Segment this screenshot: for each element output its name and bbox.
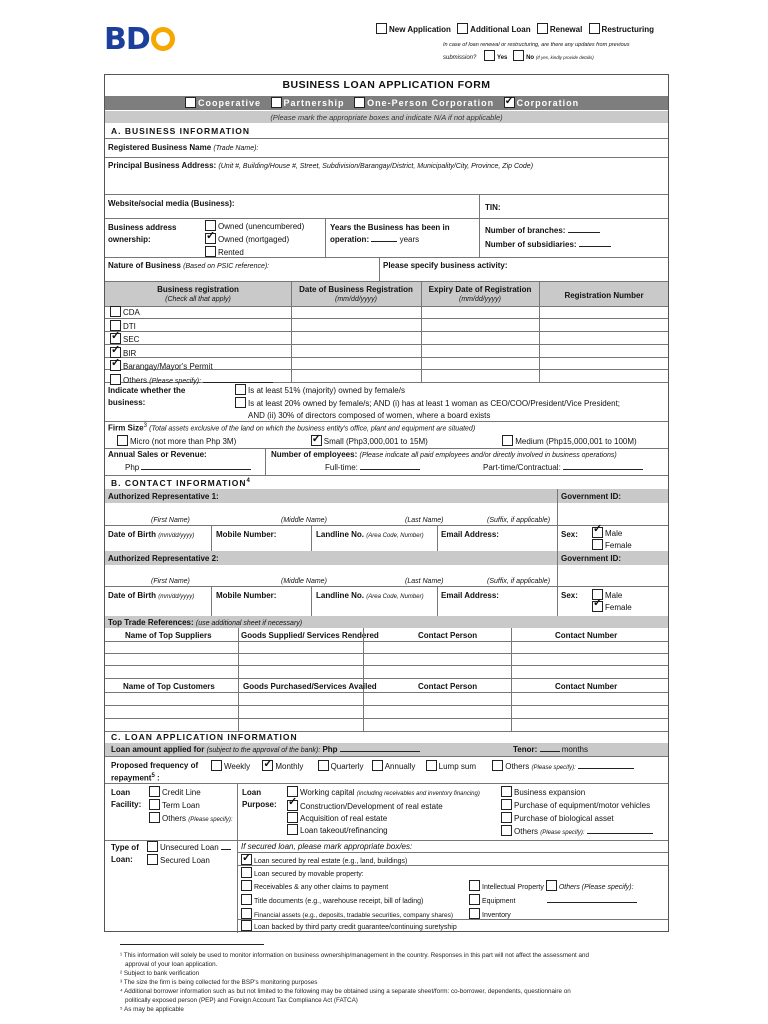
rep2-first: (First Name)	[151, 578, 190, 585]
loan-purpose-options: Working capital (including receivables and inventory financing) ✓Construction/Development of real estate Acquisition of real estate Loan takeout/refinancing	[287, 786, 480, 836]
female-owned-options: Is at least 51% (majority) owned by female/s Is at least 20% owned by female/s; AND (i) has at least 1 woman as CEO/COO/President/Vice President; AND (ii) 30% of directors composed of women, where a board exists	[235, 384, 620, 422]
cooperative-checkbox[interactable]	[185, 97, 196, 108]
financial-assets-checkbox[interactable]	[241, 908, 252, 919]
update-answer-row	[443, 50, 594, 61]
quarterly-checkbox[interactable]	[318, 760, 329, 771]
owned-mortgaged-checkbox[interactable]	[205, 233, 216, 244]
customers-col: Name of Top Customers	[123, 682, 215, 691]
business-activity-field[interactable]: Please specify business activity:	[383, 261, 508, 270]
trade-label: Top Trade References: (use additional sheet if necessary)	[108, 618, 303, 627]
rep2-label: Authorized Representative 2:	[108, 554, 219, 563]
update-note-2: submission?	[443, 55, 477, 61]
opc-checkbox[interactable]	[354, 97, 365, 108]
rep1-dob[interactable]: Date of Birth (mm/dd/yyyy)	[108, 530, 195, 539]
credit-line-checkbox[interactable]	[149, 786, 160, 797]
opc-label: One-Person Corporation	[367, 98, 495, 108]
equipment-checkbox[interactable]	[469, 894, 480, 905]
customer-contact-person-col: Contact Person	[418, 682, 478, 691]
partnership-label: Partnership	[283, 98, 345, 108]
website-field[interactable]: Website/social media (Business):	[108, 199, 235, 208]
female-owned-label: Indicate whether the business:	[108, 386, 186, 407]
female-majority-checkbox[interactable]	[235, 384, 246, 395]
loan-purpose-label: Loan Purpose:	[242, 788, 277, 809]
rep1-sex-label: Sex:	[561, 530, 578, 539]
cda-checkbox[interactable]	[110, 306, 121, 317]
medium-checkbox[interactable]	[502, 435, 513, 446]
secured-instruction: If secured loan, please mark appropriate box/es:	[241, 842, 413, 851]
monthly-checkbox[interactable]	[262, 760, 273, 771]
repayment-frequency-options: Weekly ✓ Monthly Quarterly Annually Lump sum Others (Please specify):	[211, 760, 634, 771]
takeout-checkbox[interactable]	[287, 824, 298, 835]
rep2-govid[interactable]: Government ID:	[561, 554, 622, 563]
movable-sub-options: Receivables & any other claims to payment Title documents (e.g., warehouse receipt, bill of lading) Financial assets (e.g., deposits, tradable securities, company shares)	[241, 880, 453, 922]
reg-item-others: Others (Please specify):	[110, 374, 273, 389]
footnote-2: ² Subject to bank verification	[120, 970, 200, 977]
expansion-checkbox[interactable]	[501, 786, 512, 797]
yes-label: Yes	[497, 55, 508, 61]
unsecured-checkbox[interactable]	[147, 841, 158, 852]
rep2-female-checkbox[interactable]	[592, 601, 603, 612]
repayment-frequency-label: Proposed frequency of repayment$^5$ :	[111, 761, 199, 783]
sec-checkbox[interactable]	[110, 333, 121, 344]
business-type-options	[185, 97, 579, 108]
annual-sales-field[interactable]: Php	[125, 463, 251, 472]
yes-checkbox[interactable]	[484, 50, 495, 61]
loan-facility-options: Credit Line Term Loan Others (Please specify):	[149, 786, 233, 826]
others-collateral-checkbox[interactable]	[546, 880, 557, 891]
construction-checkbox[interactable]	[287, 800, 298, 811]
partnership-checkbox[interactable]	[271, 97, 282, 108]
section-a-header: A. BUSINESS INFORMATION	[111, 126, 251, 136]
tin-field[interactable]: TIN:	[485, 203, 501, 212]
rep2-last: (Last Name)	[405, 578, 444, 585]
female-20pct-checkbox[interactable]	[235, 397, 246, 408]
rep2-dob[interactable]: Date of Birth (mm/dd/yyyy)	[108, 591, 195, 600]
employees-label: Number of employees: (Please indicate all paid employees and/or directly involved in business operations)	[271, 450, 617, 459]
others-purpose-checkbox[interactable]	[501, 825, 512, 836]
reg-item-cda: CDA	[110, 306, 273, 320]
micro-checkbox[interactable]	[117, 435, 128, 446]
goods-supplied-col: Goods Supplied/ Services Rendered	[241, 631, 379, 640]
reg-item-dti: DTI	[110, 320, 273, 334]
firm-size-label: Firm Size$^3$ (Total assets exclusive of the land on which the business entity's office, plant and equipment are situated)	[108, 423, 476, 433]
reg-col-date: Date of Business Registration (mm/dd/yyyy)	[299, 285, 413, 303]
section-b-header: B. CONTACT INFORMATION$^4$	[111, 478, 251, 488]
rep1-mobile[interactable]: Mobile Number:	[216, 530, 277, 539]
lump-sum-checkbox[interactable]	[426, 760, 437, 771]
inventory-checkbox[interactable]	[469, 908, 480, 919]
supplier-contact-number-col: Contact Number	[555, 631, 618, 640]
annually-checkbox[interactable]	[372, 760, 383, 771]
no-note: (If yes, kindly provide details)	[535, 55, 594, 60]
years-operation-field[interactable]: Years the Business has been in operation: years	[330, 223, 450, 244]
footnote-1b: approval of your loan application.	[125, 961, 218, 968]
loan-amount-field[interactable]: Loan amount applied for (subject to the approval of the bank): Php	[111, 745, 420, 754]
loan-application-form	[104, 74, 669, 932]
receivables-checkbox[interactable]	[241, 880, 252, 891]
footnote-5: ⁵ As may be applicable	[120, 1006, 184, 1013]
additional-loan-checkbox[interactable]	[457, 23, 468, 34]
cooperative-label: Cooperative	[198, 98, 262, 108]
goods-purchased-col: Goods Purchased/Services Availed	[243, 682, 377, 691]
rep2-sex-options: Male ✓Female	[592, 589, 632, 613]
renewal-checkbox[interactable]	[537, 23, 548, 34]
update-note: In case of loan renewal or restructuring, are there any updates from previous	[443, 42, 630, 48]
others-frequency-checkbox[interactable]	[492, 760, 503, 771]
footnote-rule	[120, 944, 264, 945]
biological-asset-checkbox[interactable]	[501, 812, 512, 823]
others-reg-checkbox[interactable]	[110, 374, 121, 385]
loan-type-label: Type of Loan:	[111, 843, 139, 864]
rep1-label: Authorized Representative 1:	[108, 492, 219, 501]
no-label: No	[526, 55, 535, 61]
weekly-checkbox[interactable]	[211, 760, 222, 771]
ip-checkbox[interactable]	[469, 880, 480, 891]
rep1-govid[interactable]: Government ID:	[561, 492, 622, 501]
real-estate-option: ✓Loan secured by real estate (e.g., land, buildings)	[241, 854, 407, 865]
corporation-label: Corporation	[516, 98, 580, 108]
rep1-female-checkbox[interactable]	[592, 539, 603, 550]
branches-subsidiaries[interactable]: Number of branches: Number of subsidiaries:	[485, 224, 611, 252]
footnote-3: ³ The size the firm is being collected for the BSP's monitoring purposes	[120, 979, 318, 986]
real-estate-checkbox[interactable]	[241, 854, 252, 865]
reg-col-number: Registration Number	[564, 291, 644, 300]
reg-col-expiry: Expiry Date of Registration (mm/dd/yyyy)	[428, 285, 532, 303]
restructuring-checkbox[interactable]	[589, 23, 600, 34]
footnote-4: ⁴ Additional borrower information such as but not limited to the following may be obtained using a separate sheet/form: co-borrower, dependents, questionnaire on	[120, 988, 571, 995]
customer-contact-number-col: Contact Number	[555, 682, 618, 691]
secured-checkbox[interactable]	[147, 854, 158, 865]
reg-col-type: Business registration (Check all that apply)	[157, 285, 239, 303]
form-title: BUSINESS LOAN APPLICATION FORM	[282, 79, 491, 91]
registered-name-field[interactable]: Registered Business Name (Trade Name):	[108, 143, 259, 152]
movable-option: Loan secured by movable property:	[241, 867, 364, 878]
reg-item-bir: ✓BIR	[110, 347, 273, 361]
address-ownership-options: Owned (unencumbered) ✓Owned (mortgaged) Rented	[205, 220, 304, 259]
small-checkbox[interactable]	[311, 435, 322, 446]
firm-size-options: Micro (not more than Php 3M) ✓ Small (Php3,000,001 to 15M) Medium (Php15,000,001 to 100M)	[117, 435, 637, 446]
rented-checkbox[interactable]	[205, 246, 216, 257]
address-ownership-label: Business address ownership:	[108, 223, 177, 244]
loan-facility-label: Loan Facility:	[111, 788, 142, 809]
equipment-purchase-checkbox[interactable]	[501, 799, 512, 810]
bdo-logo: BD	[104, 22, 175, 57]
types-note: (Please mark the appropriate boxes and indicate N/A if not applicable)	[270, 113, 503, 122]
bir-checkbox[interactable]	[110, 347, 121, 358]
new-application-label: New Application	[389, 25, 451, 34]
rep1-sex-options: ✓ Male Female	[592, 527, 632, 551]
rep2-middle: (Middle Name)	[281, 578, 327, 585]
renewal-label: Renewal	[549, 25, 583, 34]
dti-checkbox[interactable]	[110, 320, 121, 331]
title-docs-checkbox[interactable]	[241, 894, 252, 905]
rep1-male-checkbox[interactable]	[592, 527, 603, 538]
rep1-first: (First Name)	[151, 517, 190, 524]
loan-purpose-options-2: Business expansion Purchase of equipment/motor vehicles Purchase of biological asset Others (Please specify):	[501, 786, 653, 839]
rep2-mobile[interactable]: Mobile Number:	[216, 591, 277, 600]
corporation-checkbox[interactable]	[504, 97, 515, 108]
rep2-landline[interactable]: Landline No. (Area Code, Number)	[316, 591, 424, 600]
third-party-checkbox[interactable]	[241, 920, 252, 931]
restructuring-label: Restructuring	[601, 25, 654, 34]
movable-checkbox[interactable]	[241, 867, 252, 878]
no-checkbox[interactable]	[513, 50, 524, 61]
rep1-suffix: (Suffix, if applicable)	[487, 517, 551, 524]
movable-sub-options-2: Intellectual Property Others (Please specify): Equipment Inventory	[469, 880, 637, 922]
rep1-landline[interactable]: Landline No. (Area Code, Number)	[316, 530, 424, 539]
section-c-header: C. LOAN APPLICATION INFORMATION	[111, 732, 298, 742]
tenor-field[interactable]: Tenor: months	[513, 745, 588, 754]
loan-type-options: Unsecured Loan Secured Loan	[147, 841, 231, 867]
parttime-field[interactable]: Part-time/Contractual:	[483, 463, 643, 472]
reg-item-sec: ✓SEC	[110, 333, 273, 347]
rep2-email[interactable]: Email Address:	[441, 591, 499, 600]
additional-loan-label: Additional Loan	[470, 25, 531, 34]
registration-list	[110, 306, 273, 389]
footnote-4b: politically exposed person (PEP) and Foreign Account Tax Compliance Act (FATCA)	[125, 997, 358, 1004]
rep2-sex-label: Sex:	[561, 591, 578, 600]
rep1-last: (Last Name)	[405, 517, 444, 524]
permit-checkbox[interactable]	[110, 360, 121, 371]
reg-item-permit: ✓Barangay/Mayor's Permit	[110, 360, 273, 374]
fulltime-field[interactable]: Full-time:	[325, 463, 420, 472]
others-facility-checkbox[interactable]	[149, 812, 160, 823]
annual-sales-label: Annual Sales or Revenue:	[108, 450, 207, 459]
application-type-row	[376, 23, 654, 34]
nature-of-business-field[interactable]: Nature of Business (Based on PSIC reference):	[108, 261, 270, 270]
principal-address-field[interactable]: Principal Business Address: (Unit #, Building/House #, Street, Subdivision/Barangay/District, Municipality/City, Province, Zip Code)	[108, 161, 534, 170]
rep2-suffix: (Suffix, if applicable)	[487, 578, 551, 585]
supplier-contact-person-col: Contact Person	[418, 631, 478, 640]
new-application-checkbox[interactable]	[376, 23, 387, 34]
rep1-middle: (Middle Name)	[281, 517, 327, 524]
footnote-1: ¹ This information will solely be used to monitor information on business ownership/management in the country. Responses in this part will not affect the assessment and	[120, 952, 590, 959]
term-loan-checkbox[interactable]	[149, 799, 160, 810]
rep1-email[interactable]: Email Address:	[441, 530, 499, 539]
acquisition-checkbox[interactable]	[287, 812, 298, 823]
suppliers-col: Name of Top Suppliers	[125, 631, 212, 640]
third-party-option: Loan backed by third party credit guarantee/continuing suretyship	[241, 920, 457, 931]
